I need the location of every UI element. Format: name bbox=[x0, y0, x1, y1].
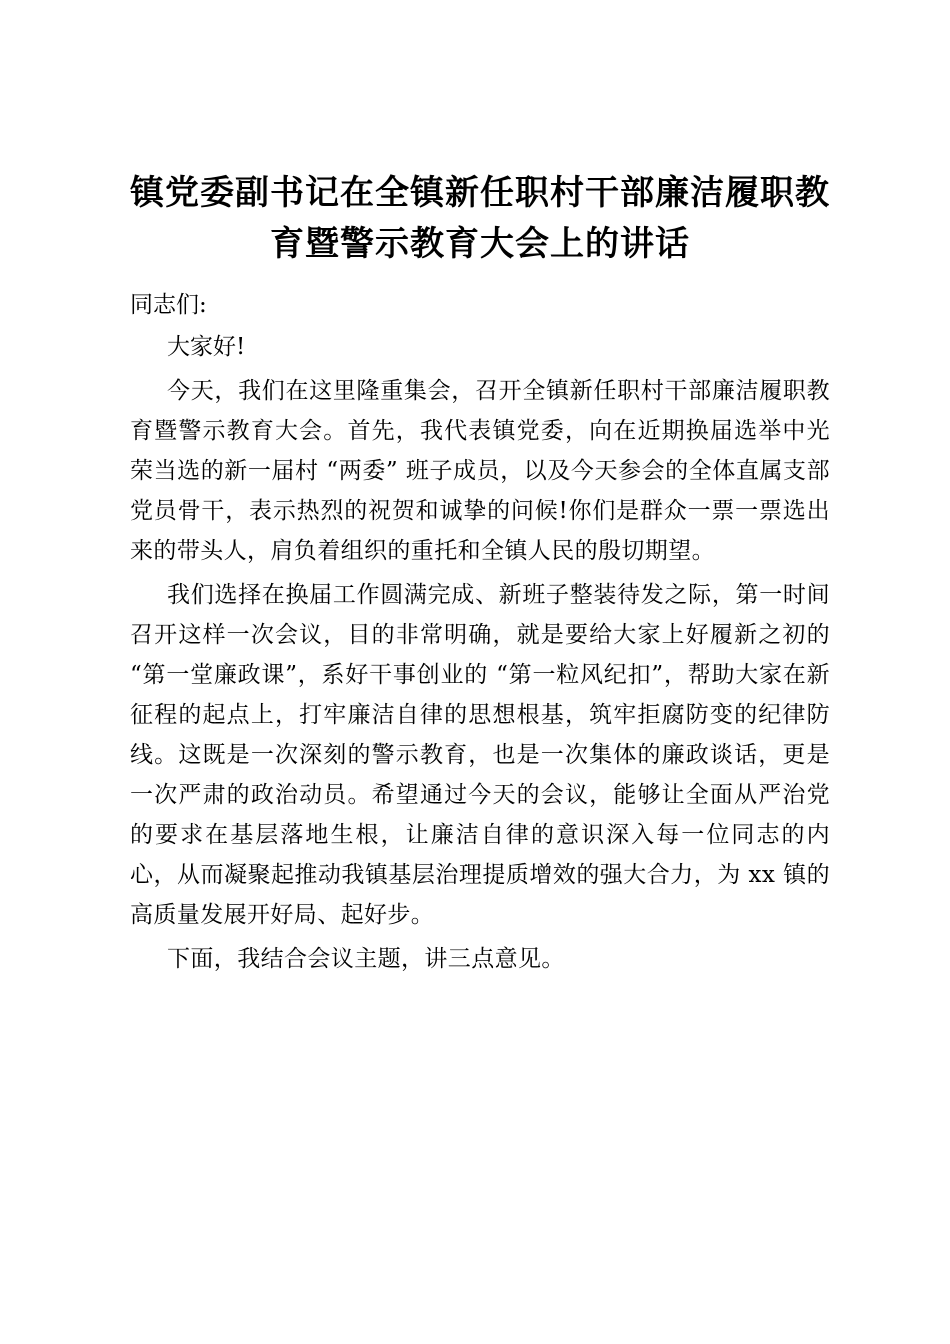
salutation: 同志们: bbox=[130, 292, 207, 318]
greeting: 大家好! bbox=[167, 334, 246, 360]
title-line-1: 镇党委副书记在全镇新任职村干部廉洁履职教 bbox=[130, 173, 830, 213]
document-title bbox=[120, 168, 840, 270]
title-line-2: 育暨警示教育大会上的讲话 bbox=[270, 224, 690, 264]
paragraph-opening: 今天，我们在这里隆重集会，召开全镇新任职村干部廉洁履职教育暨警示教育大会。首先，我代表镇党委，向在近期换届选举中光荣当选的新一届村 “两委” 班子成员，以及今天参会的全体直属支部党员骨干，表示热烈的祝贺和诚挚的问候!你们是群众一票一票选出来的带头人，肩负着组织的重托和全镇人民的殷切期望。 bbox=[130, 378, 830, 564]
speech-body bbox=[130, 285, 830, 979]
paragraph-purpose: 我们选择在换届工作圆满完成、新班子整装待发之际，第一时间召开这样一次会议，目的非常明确，就是要给大家上好履新之初的 “第一堂廉政课”，系好干事创业的 “第一粒风纪扣”，帮助大家在新征程的起点上，打牢廉洁自律的思想根基，筑牢拒腐防变的纪律防线。这既是一次深刻的警示教育，也是一次集体的廉政谈话，更是一次严肃的政治动员。希望通过今天的会议，能够让全面从严治党的要求在基层落地生根，让廉洁自律的意识深入每一位同志的内心，从而凝聚起推动我镇基层治理提质增效的强大合力，为 xx 镇的高质量发展开好局、起好步。 bbox=[130, 582, 830, 928]
paragraph-transition: 下面，我结合会议主题，讲三点意见。 bbox=[167, 946, 565, 972]
